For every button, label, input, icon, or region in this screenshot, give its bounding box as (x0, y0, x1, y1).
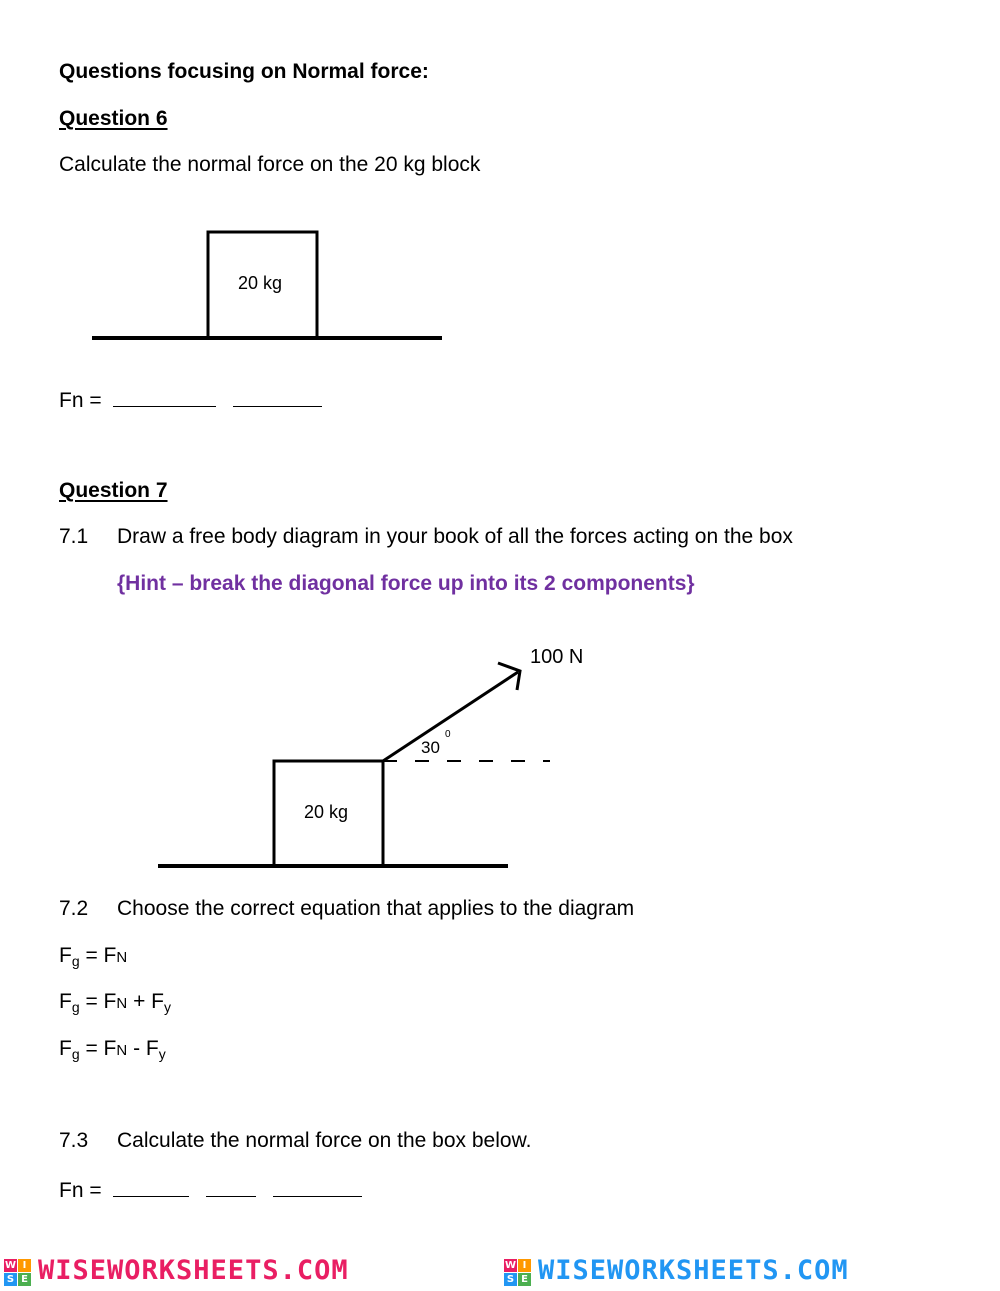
question-7-1-number: 7.1 (59, 525, 89, 548)
q7-angle-degree: 0 (445, 729, 451, 740)
section-heading: Questions focusing on Normal force: (59, 60, 429, 83)
question-7-3-unit-blank[interactable] (273, 1176, 362, 1197)
question-7-2 (59, 897, 634, 921)
question-7-3-answer-label: Fn = (59, 1179, 102, 1202)
equation-option-2[interactable]: $F_g$ = FN + $F_y$ (59, 990, 171, 1015)
q6-block-label: 20 kg (237, 273, 283, 293)
question-7-3-answer (59, 1176, 379, 1203)
question-7-2-text: Choose the correct equation that applies to the diagram (117, 897, 635, 920)
question-7-2-number: 7.2 (59, 897, 89, 920)
question-7-3-number: 7.3 (59, 1129, 89, 1152)
brand-text-2: WISEWORKSHEETS.COM (538, 1255, 849, 1286)
question-7-1-text: Draw a free body diagram in your book of all the forces acting on the box (117, 525, 793, 548)
q7-force-label: 100 N (530, 646, 584, 668)
brand-text: WISEWORKSHEETS.COM (38, 1255, 349, 1286)
wiseworksheets-logo-2: W I S E (504, 1259, 532, 1287)
equation-option-1[interactable]: $F_g$ = FN (59, 944, 128, 969)
question-7-3-text: Calculate the normal force on the box below. (117, 1129, 532, 1152)
question-7-3 (59, 1129, 531, 1153)
q7-angle-label: 30 (421, 738, 440, 757)
question-7-3-value-blank[interactable] (113, 1176, 189, 1197)
equation-option-3[interactable]: $F_g$ = FN - $F_y$ (59, 1037, 166, 1062)
question-6-answer-label: Fn = (59, 389, 102, 412)
question-6-title: Question 6 (59, 107, 168, 130)
footer-watermark (0, 1253, 1000, 1291)
question-7-hint: {Hint – break the diagonal force up into its 2 components} (117, 572, 695, 595)
question-6-prompt: Calculate the normal force on the 20 kg block (59, 153, 481, 176)
q7-force-arrow-shaft (383, 672, 518, 761)
wiseworksheets-logo: W I S E (4, 1259, 32, 1287)
q7-block-label: 20 kg (303, 802, 349, 822)
question-7-3-prefix-blank[interactable] (206, 1176, 256, 1197)
question-7-title: Question 7 (59, 479, 168, 502)
